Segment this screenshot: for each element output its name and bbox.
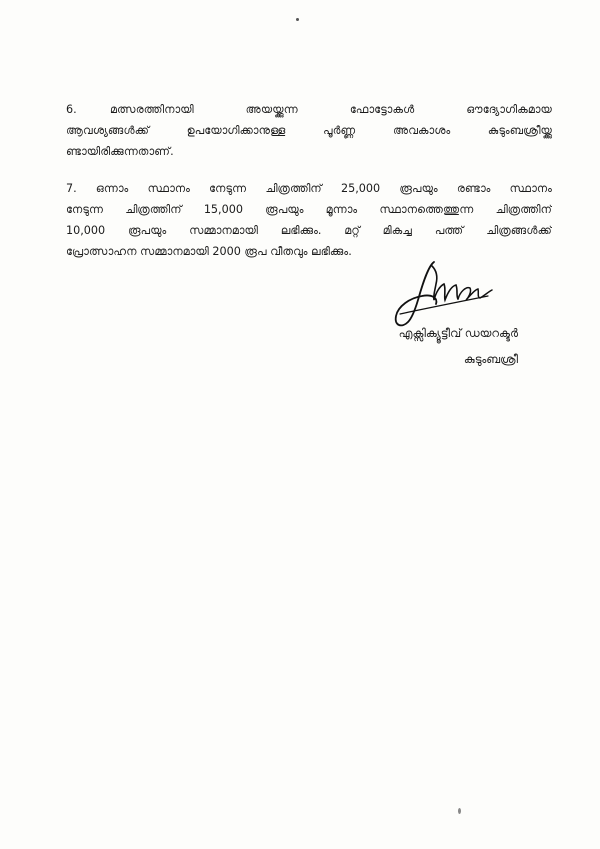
signatory-title: എക്സിക്യൂട്ടീവ് ഡയറക്ടർ: [398, 326, 518, 340]
paragraph-line: ണ്ടായിരിക്കുന്നതാണ്.: [66, 145, 174, 158]
scan-speck: [458, 808, 461, 814]
paragraph-line-text: ഒന്നാം സ്ഥാനം നേടുന്ന ചിത്രത്തിന് 25,000 രൂപയും രണ്ടാം സ്ഥാനം: [95, 182, 552, 195]
paragraph-7: [66, 178, 552, 262]
paragraph-line: ആവശ്യങ്ങൾക്ക് ഉപയോഗിക്കാനുള്ള പൂർണ്ണ അവകാശം കുടുംബശ്രീയ്ക്കു: [66, 124, 552, 137]
signatory-organization: കുടുംബശ്രീ: [463, 352, 518, 366]
paragraph-line: പ്രോത്സാഹന സമ്മാനമായി 2000 രൂപ വീതവും ലഭിക്കും.: [66, 245, 352, 258]
paragraph-line: നേടുന്ന ചിത്രത്തിന് 15,000 രൂപയും മൂന്നാം സ്ഥാനത്തെത്തുന്ന ചിത്രത്തിന്: [66, 203, 552, 216]
paragraph-line: [66, 99, 552, 120]
paragraph-line: [66, 178, 552, 199]
paragraph-line: 10,000 രൂപയും സമ്മാനമായി ലഭിക്കും. മറ്റ് മികച്ച പത്ത് ചിത്രങ്ങൾക്ക്: [66, 224, 552, 237]
paragraph-number: 7.: [66, 182, 77, 195]
handwritten-signature: [388, 256, 498, 330]
paragraph-number: 6.: [66, 103, 77, 116]
scan-speck: [296, 18, 299, 21]
paragraph-line-text: മത്സരത്തിനായി അയയ്ക്കുന്ന ഫോട്ടോകൾ ഔദ്യോഗികമായ: [110, 103, 552, 116]
paragraph-6: [66, 99, 552, 162]
